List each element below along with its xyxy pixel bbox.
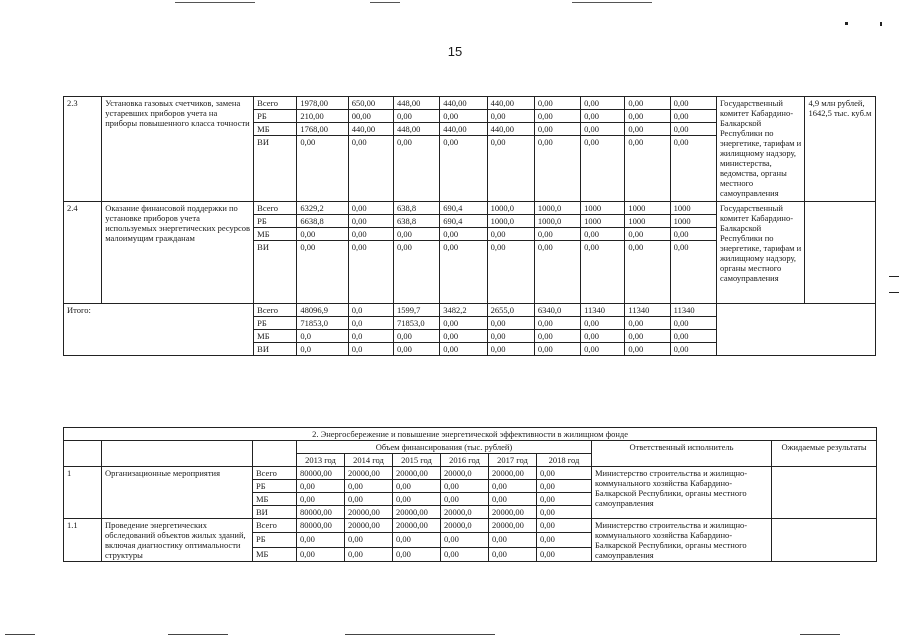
executor-header: Ответственный исполнитель [592, 441, 772, 467]
funding-value: 20000,00 [489, 519, 537, 533]
funding-source: МБ [254, 123, 297, 136]
funding-value: 0,00 [625, 330, 670, 343]
funding-value: 1978,00 [297, 97, 348, 110]
funding-value: 0,00 [534, 110, 580, 123]
empty-cell [253, 441, 297, 467]
item-name: Оказание финансовой поддержки по установке приборов учета используемых энергетических ресурсов малоимущим гражданам [102, 202, 254, 304]
scan-top-line [572, 2, 652, 3]
funding-value: 0,00 [297, 241, 348, 304]
funding-value: 0,00 [348, 202, 393, 215]
funding-value: 690,4 [440, 215, 487, 228]
funding-source: Всего [254, 97, 297, 110]
funding-value: 3482,2 [440, 304, 487, 317]
funding-value: 0,00 [345, 547, 393, 561]
funding-value: 20000,0 [441, 519, 489, 533]
funding-value: 0,00 [487, 330, 534, 343]
funding-value: 0,00 [670, 123, 716, 136]
funding-value: 0,00 [670, 317, 716, 330]
funding-value: 0,00 [534, 343, 580, 356]
funding-value: 20000,0 [441, 506, 489, 519]
funding-value: 11340 [670, 304, 716, 317]
funding-value: 0,00 [625, 136, 670, 202]
funding-value: 0,00 [487, 110, 534, 123]
funding-value: 440,00 [487, 123, 534, 136]
scan-speck [845, 22, 848, 25]
funding-value: 690,4 [440, 202, 487, 215]
scan-bottom-line [168, 634, 228, 635]
expected-result [772, 519, 877, 562]
scan-top-line [370, 2, 400, 3]
funding-value: 00,00 [348, 110, 393, 123]
responsible-executor: Министерство строительства и жилищно-коммунального хозяйства Кабардино-Балкарской Республики, органы местного самоуправления [592, 467, 772, 519]
funding-source: ВИ [253, 506, 297, 519]
funding-value: 1000 [625, 202, 670, 215]
funding-value: 0,00 [534, 241, 580, 304]
funding-value: 0,00 [441, 493, 489, 506]
funding-value: 0,0 [348, 304, 393, 317]
funding-value: 80000,00 [297, 467, 345, 480]
table-row [64, 202, 876, 215]
funding-value: 0,00 [297, 547, 345, 561]
funding-value: 0,00 [534, 136, 580, 202]
funding-value: 0,00 [394, 330, 440, 343]
year-header: 2013 год [297, 454, 345, 467]
funding-value: 0,0 [348, 317, 393, 330]
upper-program-table [63, 96, 876, 356]
funding-value: 1000 [581, 202, 625, 215]
funding-value: 6340,0 [534, 304, 580, 317]
funding-value: 0,00 [537, 519, 592, 533]
funding-value: 0,00 [441, 547, 489, 561]
funding-value: 0,00 [393, 480, 441, 493]
item-number: 1.1 [64, 519, 102, 562]
funding-source: Всего [254, 202, 297, 215]
funding-value: 1000 [670, 215, 716, 228]
funding-value: 0,00 [441, 480, 489, 493]
funding-value: 20000,00 [393, 519, 441, 533]
funding-value: 0,00 [670, 330, 716, 343]
funding-value: 0,00 [487, 317, 534, 330]
funding-value: 11340 [581, 304, 625, 317]
funding-source: РБ [253, 533, 297, 547]
result-header: Ожидаемые результаты [772, 441, 877, 467]
funding-value: 0,00 [581, 136, 625, 202]
funding-value: 20000,00 [345, 467, 393, 480]
scan-speck [889, 276, 899, 277]
funding-value: 0,00 [581, 317, 625, 330]
funding-value: 0,00 [297, 480, 345, 493]
funding-value: 0,00 [625, 123, 670, 136]
funding-value: 0,00 [581, 123, 625, 136]
funding-value: 0,00 [625, 97, 670, 110]
year-header: 2018 год [537, 454, 592, 467]
funding-value: 0,00 [440, 241, 487, 304]
funding-value: 0,00 [670, 136, 716, 202]
funding-value: 0,00 [670, 228, 716, 241]
funding-value: 638,8 [394, 202, 440, 215]
funding-value: 71853,0 [394, 317, 440, 330]
funding-source: ВИ [254, 241, 297, 304]
item-number: 1 [64, 467, 102, 519]
funding-value: 0,0 [297, 330, 348, 343]
funding-value: 0,0 [348, 330, 393, 343]
page-number: 15 [447, 44, 463, 59]
funding-value: 0,00 [537, 533, 592, 547]
funding-value: 20000,00 [393, 506, 441, 519]
header-row [64, 441, 877, 454]
funding-value: 0,00 [581, 343, 625, 356]
funding-source: Всего [253, 519, 297, 533]
funding-value: 0,00 [440, 136, 487, 202]
funding-value: 48096,9 [297, 304, 348, 317]
funding-value: 0,00 [345, 480, 393, 493]
funding-value: 0,00 [581, 97, 625, 110]
funding-value: 0,00 [487, 343, 534, 356]
funding-value: 0,00 [297, 228, 348, 241]
funding-value: 0,00 [537, 547, 592, 561]
total-row [64, 304, 876, 317]
funding-value: 6638,8 [297, 215, 348, 228]
funding-source: РБ [254, 317, 297, 330]
funding-header: Объем финансирования (тыс. рублей) [297, 441, 592, 454]
funding-value: 0,00 [581, 241, 625, 304]
funding-value: 0,00 [670, 110, 716, 123]
funding-value: 0,00 [440, 343, 487, 356]
funding-value: 0,00 [625, 241, 670, 304]
expected-result [772, 467, 877, 519]
funding-value: 1000,0 [487, 202, 534, 215]
section-title-row [64, 428, 877, 441]
expected-result: 4,9 млн рублей, 1642,5 тыс. куб.м [805, 97, 876, 202]
funding-value: 0,00 [348, 228, 393, 241]
scan-bottom-line [800, 634, 840, 635]
funding-value: 0,00 [489, 533, 537, 547]
funding-value: 0,00 [394, 136, 440, 202]
funding-source: РБ [253, 480, 297, 493]
funding-value: 1000 [625, 215, 670, 228]
funding-value: 0,0 [297, 343, 348, 356]
funding-value: 0,00 [487, 241, 534, 304]
funding-value: 1000,0 [534, 202, 580, 215]
funding-value: 638,8 [394, 215, 440, 228]
funding-source: МБ [254, 228, 297, 241]
funding-value: 1000,0 [534, 215, 580, 228]
funding-value: 0,00 [489, 480, 537, 493]
empty-cell [102, 441, 253, 467]
funding-value: 448,00 [394, 123, 440, 136]
funding-value: 20000,00 [345, 506, 393, 519]
funding-value: 20000,00 [345, 519, 393, 533]
funding-value: 0,00 [534, 97, 580, 110]
funding-value: 0,00 [489, 547, 537, 561]
funding-value: 440,00 [487, 97, 534, 110]
scan-speck [880, 22, 882, 26]
funding-value: 440,00 [348, 123, 393, 136]
funding-value: 0,00 [581, 110, 625, 123]
funding-value: 0,00 [489, 493, 537, 506]
funding-value: 440,00 [440, 97, 487, 110]
funding-value: 0,00 [625, 110, 670, 123]
funding-value: 0,00 [345, 533, 393, 547]
table-row [64, 467, 877, 480]
funding-value: 0,00 [534, 317, 580, 330]
funding-value: 0,00 [394, 228, 440, 241]
funding-value: 0,00 [297, 136, 348, 202]
section-table [63, 427, 877, 562]
responsible-executor: Министерство строительства и жилищно-коммунального хозяйства Кабардино-Балкарской Республики, органы местного самоуправления [592, 519, 772, 562]
funding-value: 0,00 [625, 343, 670, 356]
funding-value: 440,00 [440, 123, 487, 136]
funding-value: 448,00 [394, 97, 440, 110]
funding-value: 0,00 [393, 547, 441, 561]
funding-value: 0,00 [537, 506, 592, 519]
scan-top-line [175, 2, 255, 3]
funding-value: 0,00 [348, 215, 393, 228]
funding-source: МБ [253, 547, 297, 561]
funding-value: 0,00 [394, 343, 440, 356]
item-name: Установка газовых счетчиков, замена устаревших приборов учета на приборы повышенного класса точности [102, 97, 254, 202]
year-header: 2017 год [489, 454, 537, 467]
funding-value: 0,00 [394, 110, 440, 123]
funding-source: РБ [254, 110, 297, 123]
item-number: 2.3 [64, 97, 102, 202]
funding-value: 0,00 [537, 480, 592, 493]
funding-value: 80000,00 [297, 506, 345, 519]
funding-value: 71853,0 [297, 317, 348, 330]
funding-source: МБ [254, 330, 297, 343]
funding-value: 0,00 [534, 330, 580, 343]
funding-value: 1000 [581, 215, 625, 228]
scan-bottom-line [5, 634, 35, 635]
funding-value: 650,00 [348, 97, 393, 110]
funding-value: 1000 [670, 202, 716, 215]
responsible-executor: Государственный комитет Кабардино-Балкарской Республики по энергетике, тарифам и жилищному надзору, органы местного самоуправления [716, 202, 805, 304]
funding-value: 0,00 [534, 123, 580, 136]
funding-value: 0,00 [581, 330, 625, 343]
funding-value: 0,00 [440, 228, 487, 241]
funding-source: РБ [254, 215, 297, 228]
funding-value: 6329,2 [297, 202, 348, 215]
scan-speck [889, 292, 899, 293]
funding-source: ВИ [254, 136, 297, 202]
funding-value: 20000,00 [489, 506, 537, 519]
funding-value: 0,00 [394, 241, 440, 304]
funding-value: 0,00 [297, 533, 345, 547]
funding-value: 0,00 [670, 343, 716, 356]
funding-value: 0,00 [487, 228, 534, 241]
year-header: 2014 год [345, 454, 393, 467]
funding-value: 0,00 [534, 228, 580, 241]
funding-value: 0,00 [297, 493, 345, 506]
funding-value: 80000,00 [297, 519, 345, 533]
table-row [64, 519, 877, 533]
empty-cell [64, 441, 102, 467]
funding-source: Всего [254, 304, 297, 317]
funding-value: 0,0 [348, 343, 393, 356]
table-row [64, 97, 876, 110]
funding-value: 0,00 [581, 228, 625, 241]
item-number: 2.4 [64, 202, 102, 304]
funding-value: 0,00 [348, 136, 393, 202]
funding-value: 0,00 [487, 136, 534, 202]
year-header: 2015 год [393, 454, 441, 467]
funding-value: 11340 [625, 304, 670, 317]
funding-value: 0,00 [441, 533, 489, 547]
funding-value: 0,00 [625, 317, 670, 330]
funding-value: 0,00 [440, 317, 487, 330]
funding-value: 0,00 [670, 97, 716, 110]
scan-bottom-line [345, 634, 495, 635]
funding-value: 0,00 [345, 493, 393, 506]
year-header: 2016 год [441, 454, 489, 467]
funding-value: 20000,0 [441, 467, 489, 480]
funding-source: ВИ [254, 343, 297, 356]
funding-source: МБ [253, 493, 297, 506]
funding-value: 20000,00 [489, 467, 537, 480]
funding-value: 210,00 [297, 110, 348, 123]
item-name: Проведение энергетических обследований объектов жилых зданий, включая диагностику оптимальности структуры [102, 519, 253, 562]
funding-value: 1000,0 [487, 215, 534, 228]
funding-value: 20000,00 [393, 467, 441, 480]
total-label: Итого: [64, 304, 254, 356]
funding-value: 0,00 [393, 533, 441, 547]
responsible-executor: Государственный комитет Кабардино-Балкарской Республики по энергетике, тарифам и жилищному надзору, министерства, ведомства, органы местного самоуправления [716, 97, 805, 202]
funding-value: 0,00 [670, 241, 716, 304]
empty-cell [716, 304, 875, 356]
section-title: 2. Энергосбережение и повышение энергетической эффективности в жилищном фонде [64, 428, 877, 441]
funding-value: 0,00 [537, 467, 592, 480]
expected-result [805, 202, 876, 304]
item-name: Организационные мероприятия [102, 467, 253, 519]
funding-value: 1768,00 [297, 123, 348, 136]
funding-value: 0,00 [537, 493, 592, 506]
funding-value: 0,00 [393, 493, 441, 506]
funding-value: 0,00 [348, 241, 393, 304]
funding-value: 0,00 [440, 110, 487, 123]
funding-source: Всего [253, 467, 297, 480]
funding-value: 0,00 [625, 228, 670, 241]
funding-value: 1599,7 [394, 304, 440, 317]
funding-value: 2655,0 [487, 304, 534, 317]
funding-value: 0,00 [440, 330, 487, 343]
